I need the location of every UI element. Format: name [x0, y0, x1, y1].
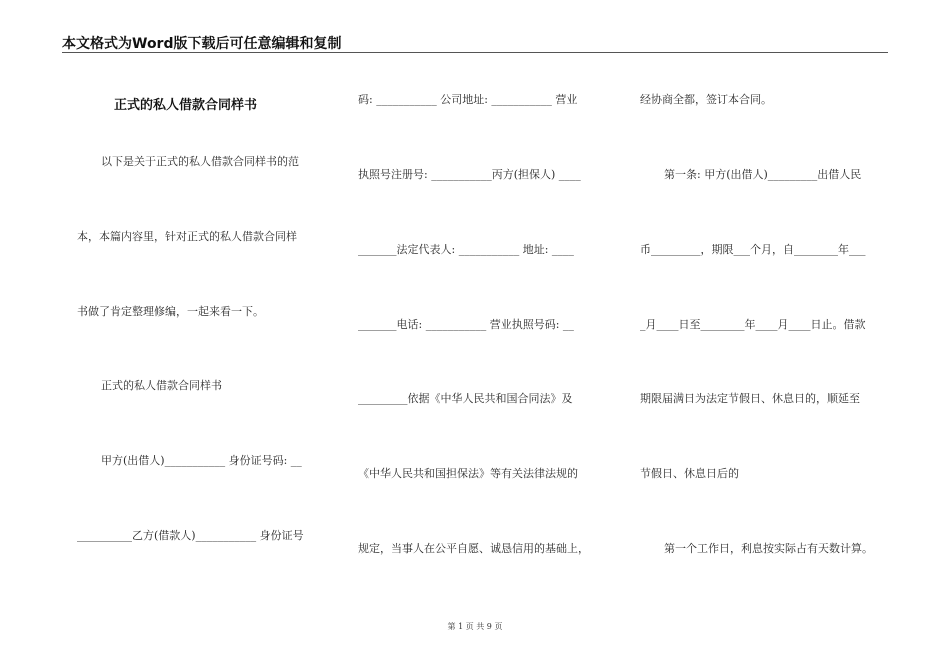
paragraph-line: 第一条: 甲方(出借人)_________出借人民: [664, 168, 862, 181]
paragraph-line: 书做了肯定整理修编，一起来看一下。: [77, 305, 264, 318]
paragraph-line: 甲方(出借人)___________ 身份证号码: __: [101, 454, 302, 467]
paragraph-line: 节假日、休息日后的: [640, 467, 739, 480]
paragraph-line: _______电话: ___________ 营业执照号码: __: [358, 318, 574, 331]
paragraph-line: 执照号注册号: ___________丙方(担保人) ____: [358, 168, 581, 181]
paragraph-line: __________乙方(借款人)___________ 身份证号: [77, 529, 304, 542]
page-number: 第 1 页 共 9 页: [447, 622, 503, 631]
paragraph-line: 规定，当事人在公平自愿、诚恳信用的基础上，: [358, 542, 589, 555]
header-divider: [62, 52, 888, 53]
paragraph-line: _月____日至________年____月____日止。借款: [640, 318, 866, 331]
document-title: 正式的私人借款合同样书: [114, 98, 258, 113]
paragraph-line: 币_________，期限___个月，自________年___: [640, 243, 866, 256]
paragraph-line: 《中华人民共和国担保法》等有关法律法规的: [358, 467, 578, 480]
paragraph-line: _________依据《中华人民共和国合同法》及: [358, 392, 573, 405]
paragraph-line: 经协商全都，签订本合同。: [640, 93, 772, 106]
paragraph-line: 第一个工作日，利息按实际占有天数计算。: [664, 542, 873, 555]
paragraph-line: _______法定代表人: ___________ 地址: ____: [358, 243, 574, 256]
paragraph-line: 期限届满日为法定节假日、休息日的，顺延至: [640, 392, 860, 405]
paragraph-line: 正式的私人借款合同样书: [101, 379, 222, 392]
paragraph-line: 以下是关于正式的私人借款合同样书的范: [101, 155, 299, 168]
paragraph-line: 本，本篇内容里，针对正式的私人借款合同样: [77, 230, 297, 243]
paragraph-line: 码: ___________ 公司地址: ___________ 营业: [358, 93, 578, 106]
document-header: 本文格式为Word版下载后可任意编辑和复制: [62, 36, 342, 52]
